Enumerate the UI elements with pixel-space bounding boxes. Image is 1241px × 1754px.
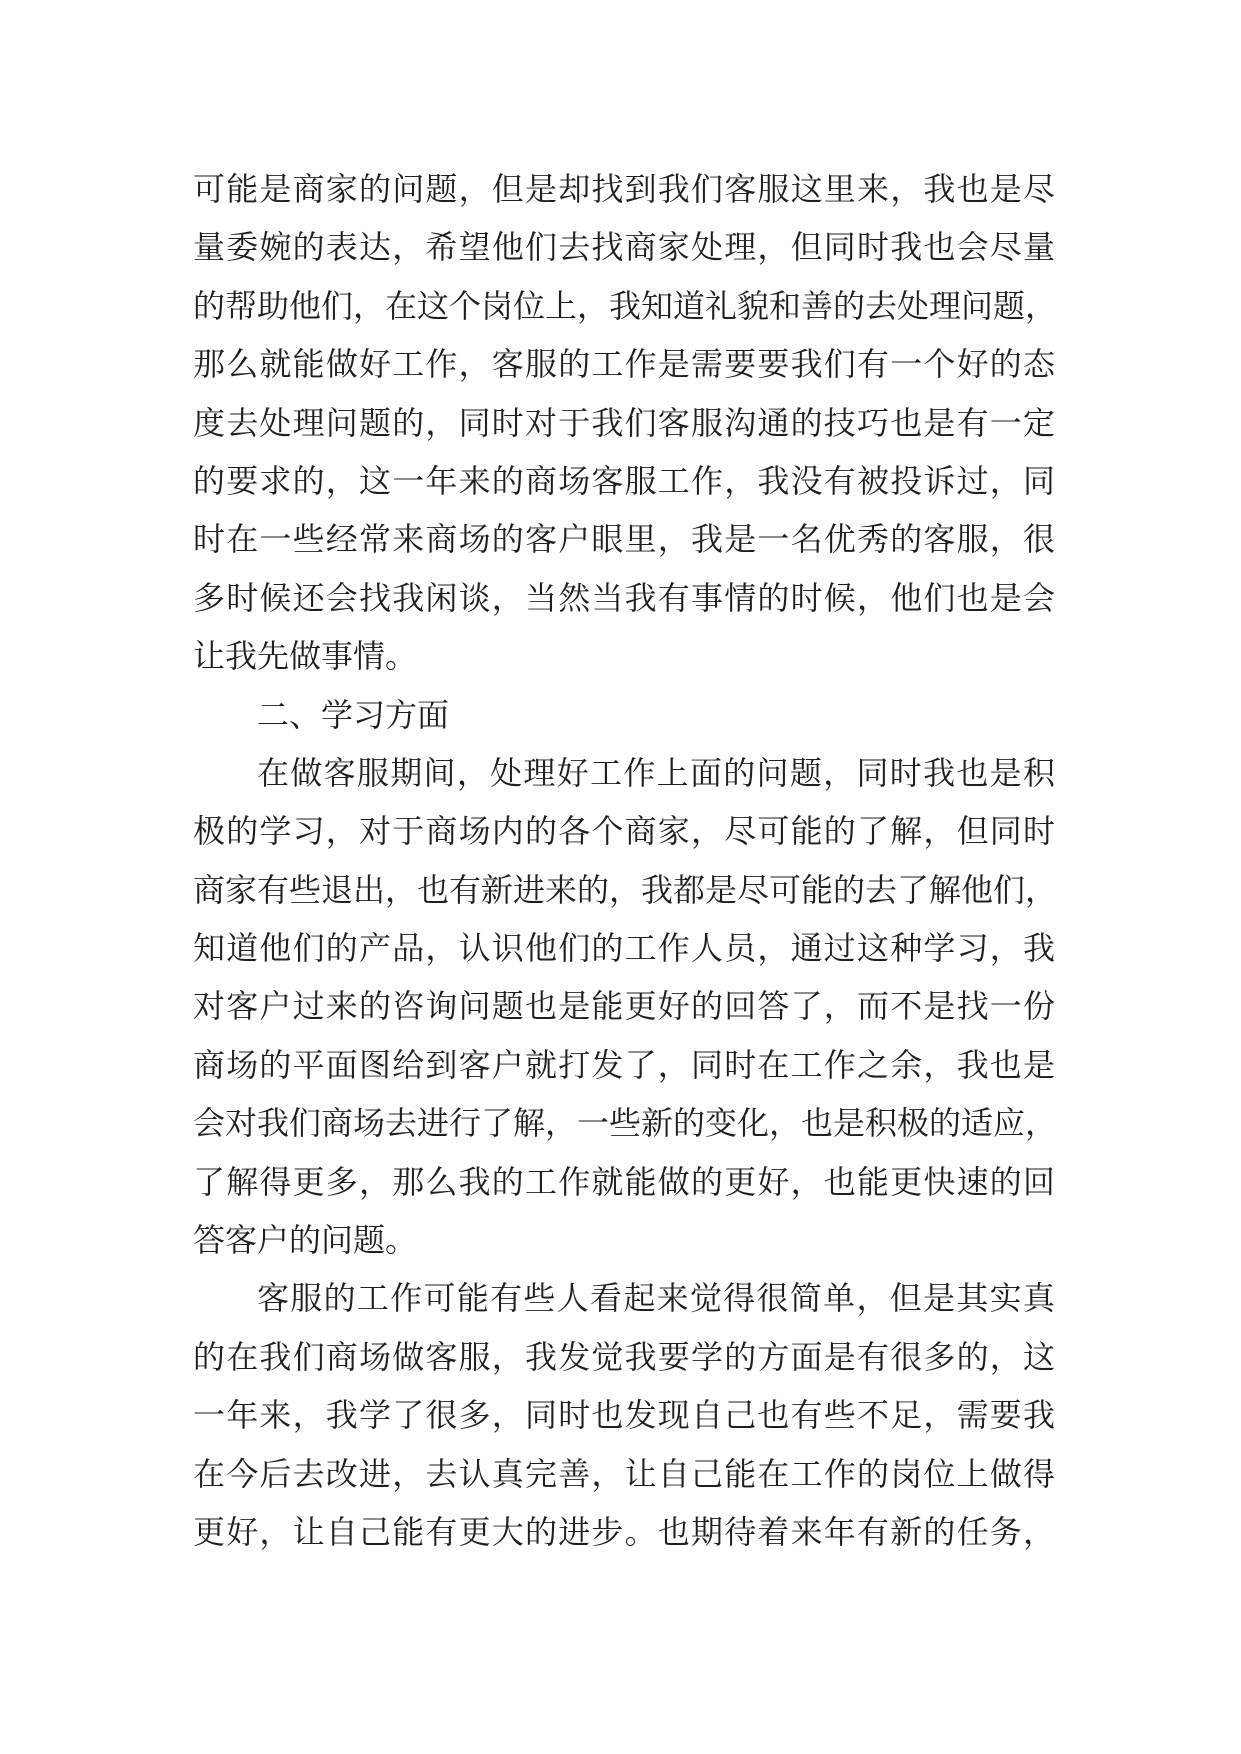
text-line: 让我先做事情。 xyxy=(193,637,418,676)
text-line: 在做客服期间，处理好工作上面的问题，同时我也是积 xyxy=(257,753,1055,792)
text-line: 在今后去改进，去认真完善，让自己能在工作的岗位上做得 xyxy=(193,1454,1055,1493)
text-line: 对客户过来的咨询问题也是能更好的回答了，而不是找一份 xyxy=(193,987,1055,1026)
text-line: 客服的工作可能有些人看起来觉得很简单，但是其实真 xyxy=(257,1279,1055,1318)
text-line: 的帮助他们，在这个岗位上，我知道礼貌和善的去处理问题， xyxy=(193,286,1058,325)
text-line: 知道他们的产品，认识他们的工作人员，通过这种学习，我 xyxy=(193,929,1055,968)
document-body xyxy=(193,160,1058,1561)
text-line: 度去处理问题的，同时对于我们客服沟通的技巧也是有一定 xyxy=(193,403,1055,442)
text-line: 可能是商家的问题，但是却找到我们客服这里来，我也是尽 xyxy=(193,170,1055,208)
text-line: 了解得更多，那么我的工作就能做的更好，也能更快速的回 xyxy=(193,1162,1055,1201)
text-line: 商场的平面图给到客户就打发了，同时在工作之余，我也是 xyxy=(193,1045,1055,1084)
text-line: 一年来，我学了很多，同时也发现自己也有些不足，需要我 xyxy=(193,1396,1055,1435)
text-line: 会对我们商场去进行了解，一些新的变化，也是积极的适应， xyxy=(193,1104,1058,1143)
text-line: 时在一些经常来商场的客户眼里，我是一名优秀的客服，很 xyxy=(193,520,1055,559)
text-line: 的要求的，这一年来的商场客服工作，我没有被投诉过，同 xyxy=(193,461,1055,500)
text-line: 极的学习，对于商场内的各个商家，尽可能的了解，但同时 xyxy=(193,812,1055,851)
text-line: 那么就能做好工作，客服的工作是需要要我们有一个好的态 xyxy=(193,345,1055,384)
text-line: 答客户的问题。 xyxy=(193,1221,418,1260)
text-line: 商家有些退出，也有新进来的，我都是尽可能的去了解他们， xyxy=(193,870,1058,909)
text-line: 的在我们商场做客服，我发觉我要学的方面是有很多的，这 xyxy=(193,1337,1055,1376)
text-line: 量委婉的表达，希望他们去找商家处理，但同时我也会尽量 xyxy=(193,228,1055,267)
text-line: 二、学习方面 xyxy=(257,695,450,734)
text-line: 更好，让自己能有更大的进步。也期待着来年有新的任务， xyxy=(193,1512,1055,1551)
text-line: 多时候还会找我闲谈，当然当我有事情的时候，他们也是会 xyxy=(193,578,1055,617)
